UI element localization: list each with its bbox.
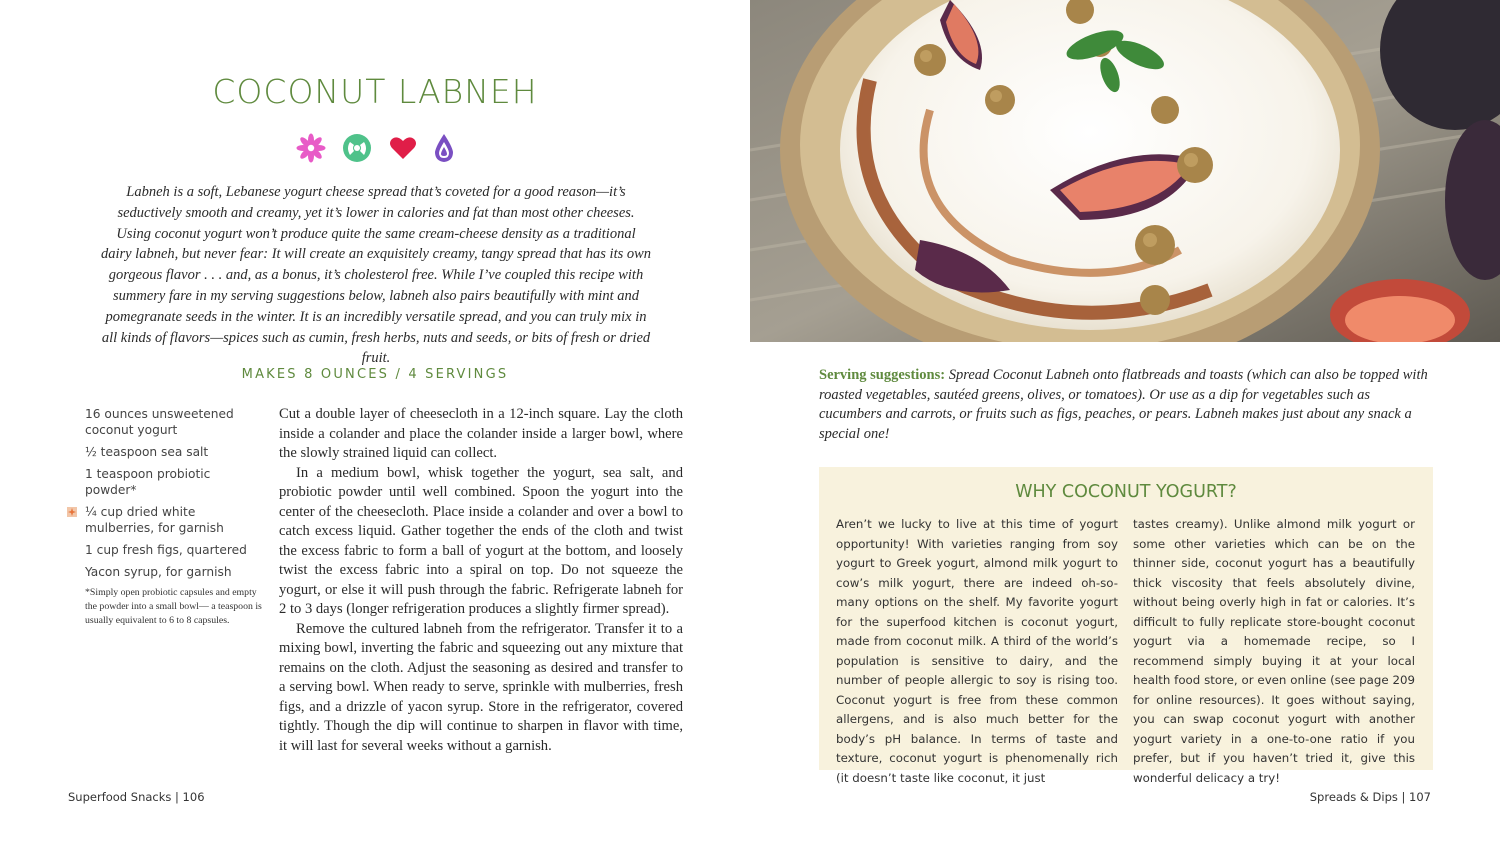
sidebar-title: WHY COCONUT YOGURT? [1015, 482, 1237, 502]
sidebar-column-right: tastes creamy). Unlike almond milk yogurt or some other varieties which can be on the thinner side, coconut yogurt has a beautifully thick viscosity that feels absolutely divine, without being overly high in fat or calories. It’s difficult to fully replicate store-bought coconut yogurt via a homemade recipe, so I recommend simply buying it at your local health food store, or even online (see page 209 for online resources). It goes without saying, you can swap coconut yogurt with another yogurt variety in a one-to-one ratio if you prefer, but if you haven’t tried it, give this wonderful delicacy a try! [1133, 517, 1415, 785]
diet-icons [296, 130, 456, 166]
superfood-marker-icon [67, 507, 77, 517]
sidebar-column-left: Aren’t we lucky to live at this time of yogurt opportunity! With varieties ranging from soy yogurt to Greek yogurt, almond milk yogurt to cow’s milk yogurt, there are indeed oh-so-many options on the shelf. My favorite yogurt for the superfood kitchen is coconut yogurt, made from coconut milk. A third of the world’s population is sensitive to dairy, and the number of people allergic to soy is rising too. Coconut yogurt is free from these common allergens, and is also much better for the body’s pH balance. In terms of taste and texture, coconut yogurt is phenomenally rich (it doesn’t taste like coconut, it just [836, 517, 1118, 785]
ingredient-item-marked [85, 504, 265, 536]
method-steps [279, 405, 683, 756]
serving-suggestions [819, 366, 1433, 444]
recipe-intro: Labneh is a soft, Lebanese yogurt cheese spread that’s coveted for a good reason—it’s seductively smooth and creamy, yet it’s lower in calories and fat than most other cheeses. Using coconut yogurt won’t produce quite the same cream-cheese density as a traditional dairy labneh, but never fear: It will create an exquisitely creamy, tangy spread that has its own gorgeous flavor . . . and, as a bonus, it’s cholesterol free. While I’ve coupled this recipe with summery fare in my serving suggestions below, labneh also pairs beautifully with mint and pomegranate seeds in the winter. It is an incredibly versatile spread, and you can truly mix in all kinds of flavors—spices such as cumin, fresh herbs, nuts and seeds, or bits of fresh or dried fruit. [100, 184, 652, 367]
page-footer-right: Spreads & Dips | 107 [1309, 790, 1431, 804]
method-paragraph: In a medium bowl, whisk together the yogurt, sea salt, and probiotic powder until well combined. Spoon the yogurt into the center of the cheesecloth. Place inside a colander and over a bowl to catch excess liquid. Gather together the ends of the cloth and twist the excess fabric to form a ball of yogurt at the bottom, and loosely twist the excess fabric into a spiral on top. Do not squeeze the yogurt, or else it will push through the fabric. Refrigerate labneh for 2 to 3 days (longer refrigeration produces a slightly firmer spread). [279, 464, 683, 617]
flower-icon [296, 133, 326, 163]
drop-icon [432, 132, 456, 164]
why-coconut-yogurt-box [819, 467, 1433, 785]
yield-label: MAKES 8 OUNCES / 4 SERVINGS [241, 367, 509, 382]
ingredient-item: Yacon syrup, for garnish [85, 565, 232, 579]
ingredient-label: ¼ cup dried white mulberries, for garnish [85, 505, 224, 535]
ingredient-item: 1 cup fresh figs, quartered [85, 543, 247, 557]
heart-icon [389, 135, 417, 161]
recipe-title: COCONUT LABNEH [212, 72, 538, 111]
ingredient-item: 1 teaspoon probiotic powder* [85, 467, 211, 497]
hands-icon [341, 132, 373, 164]
ingredient-item: 16 ounces unsweetened coconut yogurt [85, 407, 234, 437]
serving-suggestions-label: Serving suggestions: [819, 367, 946, 383]
serving-suggestions-text: Spread Coconut Labneh onto flatbreads and toasts (which can also be topped with roasted vegetables, sautéed greens, olives, or tomatoes). Or use as a dip for vegetables such as cucumbers and carrots, or fruits such as figs, peaches, or pears. Labneh makes just about any snack a special one! [819, 367, 1428, 442]
page-footer-left: Superfood Snacks | 106 [68, 790, 205, 804]
ingredient-item: ½ teaspoon sea salt [85, 445, 209, 459]
method-paragraph: Remove the cultured labneh from the refrigerator. Transfer it to a mixing bowl, inverting the fabric and squeezing out any mixture that remains on the cloth. Adjust the seasoning as desired and transfer to a serving bowl. When ready to serve, sprinkle with mulberries, fresh figs, and a drizzle of yacon syrup. Store in the refrigerator, covered tightly. Though the dip will continue to sharpen in flavor with time, it will last for several weeks without a garnish. [279, 620, 683, 754]
method-paragraph: Cut a double layer of cheesecloth in a 12-inch square. Lay the cloth inside a colander and place the colander inside a larger bowl, where the slowly strained liquid can collect. [279, 406, 683, 461]
labneh-photo [750, 0, 1500, 342]
ingredient-list [85, 406, 265, 586]
ingredient-footnote: *Simply open probiotic capsules and empty the powder into a small bowl— a teaspoon is usually equivalent to 6 to 8 capsules. [85, 587, 262, 626]
